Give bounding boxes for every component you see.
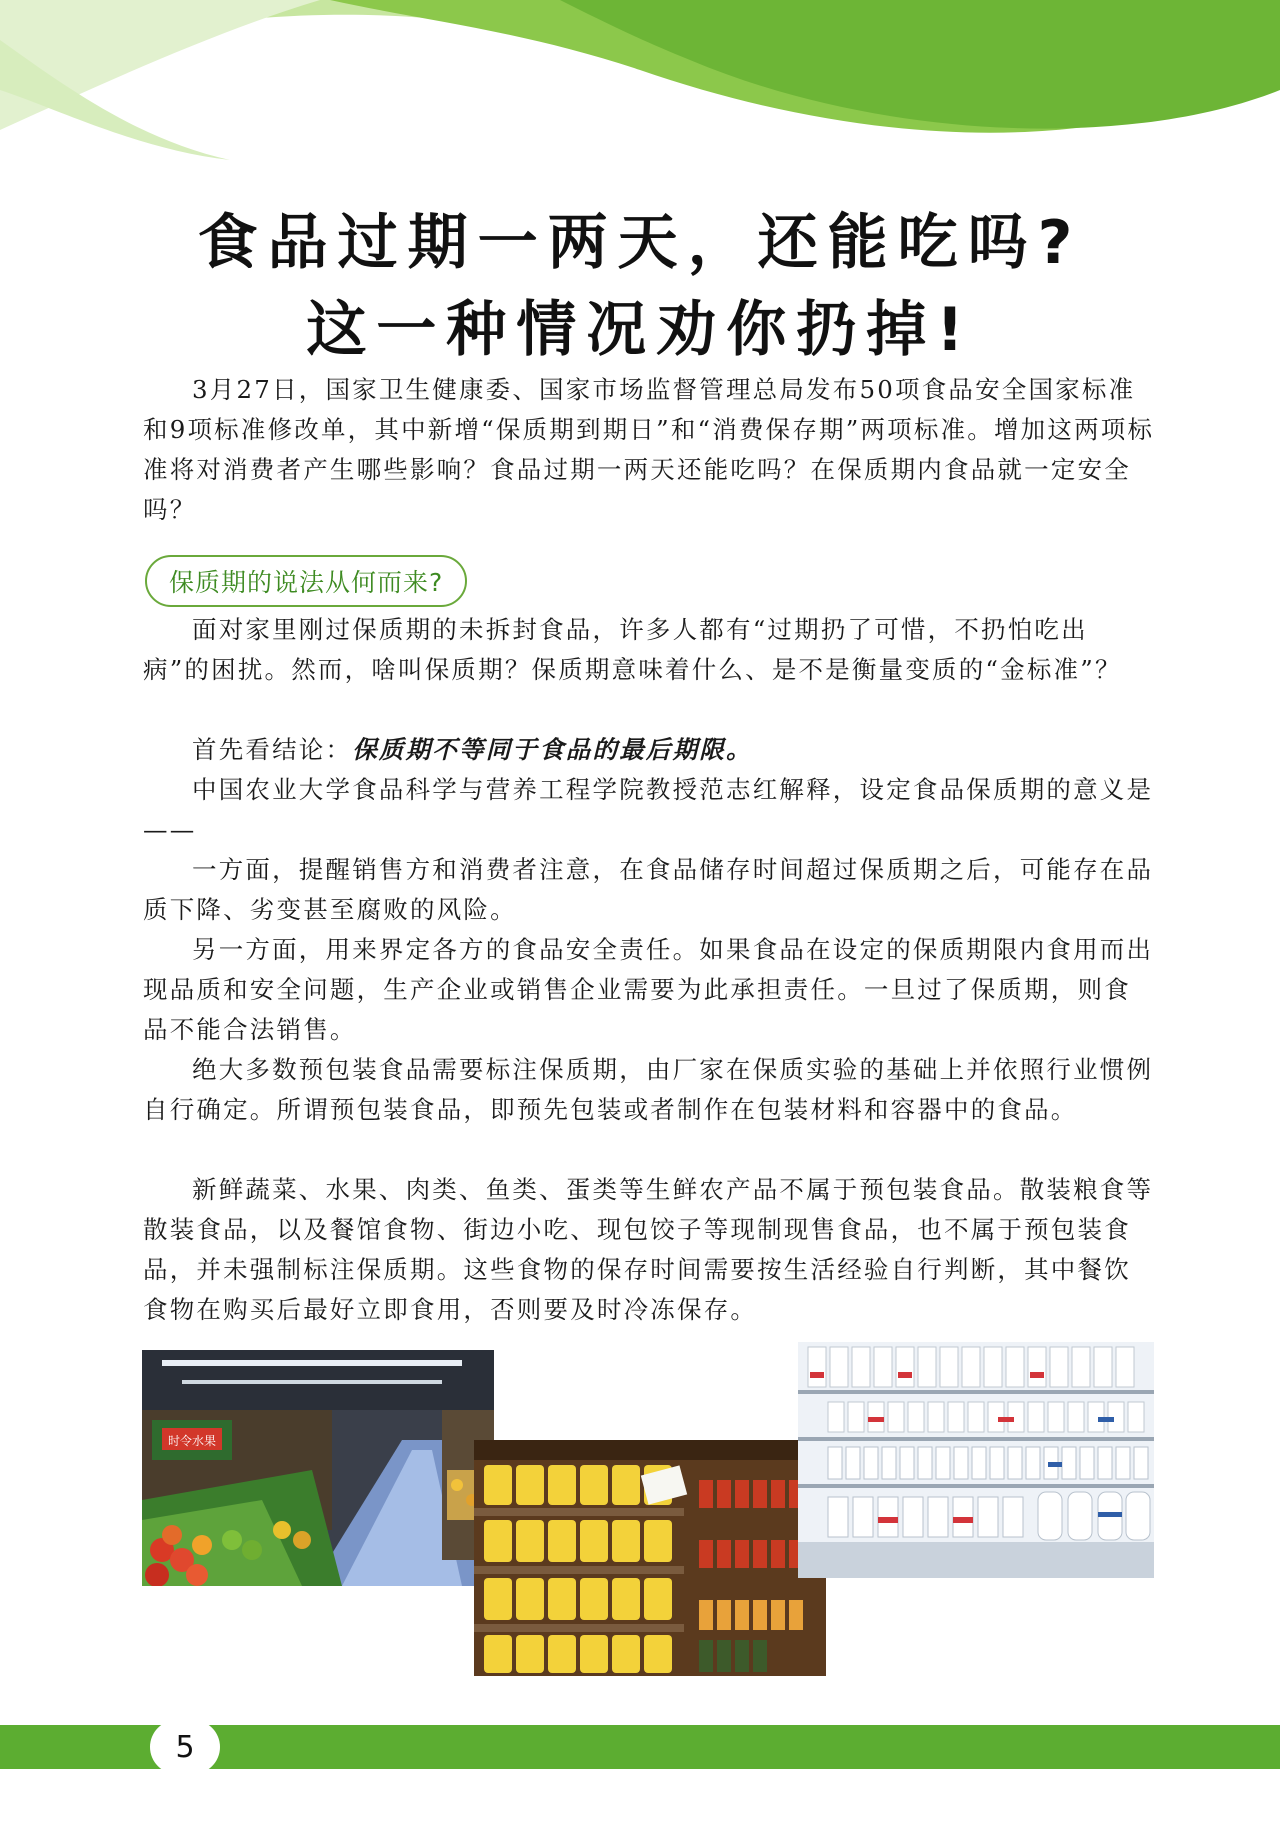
paragraph-7: 新鲜蔬菜、水果、肉类、鱼类、蛋类等生鲜农产品不属于预包装食品。散装粮食等散装食品，以及餐馆食物、街边小吃、现包饺子等现制现售食品，也不属于预包装食品，并未强制标注保质期。这些食物的保存时间需要按生活经验自行判断，其中餐饮食物在购买后最好立即食用，否则要及时冷冻保存。 bbox=[143, 1175, 1154, 1324]
header-wave-decoration bbox=[0, 0, 1280, 180]
conclusion-prefix: 首先看结论： bbox=[192, 735, 353, 764]
canned-fruit-shelves-photo bbox=[474, 1440, 826, 1676]
paragraph-2 bbox=[143, 730, 1155, 770]
conclusion-bold: 保质期不等同于食品的最后期限。 bbox=[352, 735, 753, 764]
supermarket-produce-photo bbox=[142, 1350, 494, 1586]
page-number-badge bbox=[150, 1720, 220, 1774]
section-heading: 保质期的说法从何而来? bbox=[169, 568, 444, 597]
paragraph-3: 中国农业大学食品科学与营养工程学院教授范志红解释，设定食品保质期的意义是—— bbox=[143, 775, 1154, 844]
paragraph-1: 面对家里刚过保质期的未拆封食品，许多人都有“过期扔了可惜，不扔怕吃出病”的困扰。然而，啥叫保质期？保质期意味着什么、是不是衡量变质的“金标准”？ bbox=[143, 615, 1122, 684]
section-heading-pill bbox=[145, 555, 467, 607]
paragraph-6: 绝大多数预包装食品需要标注保质期，由厂家在保质实验的基础上并依照行业惯例自行确定。所谓预包装食品，即预先包装或者制作在包装材料和容器中的食品。 bbox=[143, 1055, 1154, 1124]
paragraph-4: 一方面，提醒销售方和消费者注意，在食品储存时间超过保质期之后，可能存在品质下降、劣变甚至腐败的风险。 bbox=[143, 855, 1154, 924]
paragraph-5: 另一方面，用来界定各方的食品安全责任。如果食品在设定的保质期限内食用而出现品质和安全问题，生产企业或销售企业需要为此承担责任。一旦过了保质期，则食品不能合法销售。 bbox=[143, 935, 1154, 1044]
article-title-line2: 这一种情况劝你扔掉! bbox=[306, 295, 974, 365]
page-number: 5 bbox=[175, 1729, 195, 1765]
intro-paragraph: 3月27日，国家卫生健康委、国家市场监督管理总局发布50项食品安全国家标准和9项标准修改单，其中新增“保质期到期日”和“消费保存期”两项标准。增加这两项标准将对消费者产生哪些影响？食品过期一两天还能吃吗？在保质期内食品就一定安全吗？ bbox=[143, 375, 1155, 524]
sign-text: 时令水果 bbox=[167, 1434, 217, 1448]
dairy-fridge-photo bbox=[798, 1342, 1154, 1578]
article-title-line1: 食品过期一两天，还能吃吗? bbox=[197, 208, 1083, 278]
